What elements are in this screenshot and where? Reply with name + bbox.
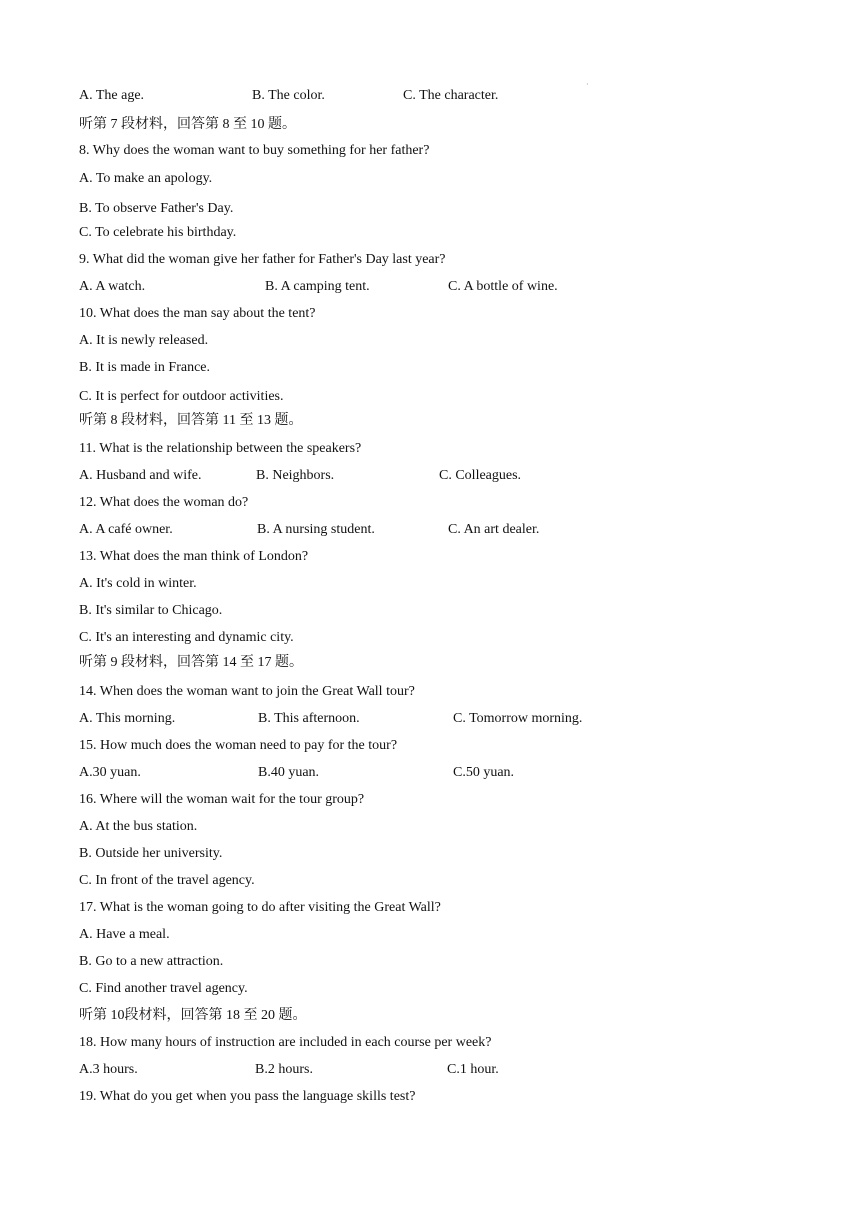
answer-option: B. It is made in France. bbox=[79, 360, 211, 375]
section-instruction: 听第 7 段材料，回答第 8 至 10 题。 bbox=[79, 117, 296, 132]
answer-option: B. A nursing student. bbox=[257, 522, 375, 537]
question-text: 12. What does the woman do? bbox=[79, 495, 249, 510]
answer-option: C. It's an interesting and dynamic city. bbox=[79, 630, 294, 645]
answer-option: C. An art dealer. bbox=[448, 522, 540, 537]
answer-option: C. A bottle of wine. bbox=[448, 279, 558, 294]
answer-option: B. To observe Father's Day. bbox=[79, 201, 234, 216]
section-instruction: 听第 9 段材料，回答第 14 至 17 题。 bbox=[79, 655, 303, 670]
answer-option: C. Tomorrow morning. bbox=[453, 711, 583, 726]
answer-option: A. This morning. bbox=[79, 711, 176, 726]
question-text: 9. What did the woman give her father for Father's Day last year? bbox=[79, 252, 446, 267]
answer-option: C.50 yuan. bbox=[453, 765, 515, 780]
question-text: 17. What is the woman going to do after visiting the Great Wall? bbox=[79, 900, 441, 915]
answer-option: B. Outside her university. bbox=[79, 846, 223, 861]
question-text: 13. What does the man think of London? bbox=[79, 549, 309, 564]
answer-option: B. The color. bbox=[252, 88, 325, 103]
answer-option: C. It is perfect for outdoor activities. bbox=[79, 389, 284, 404]
answer-option: C. The character. bbox=[403, 88, 499, 103]
answer-option: C. Colleagues. bbox=[439, 468, 522, 483]
answer-option: A. A café owner. bbox=[79, 522, 173, 537]
answer-option: A. It's cold in winter. bbox=[79, 576, 197, 591]
question-text: 14. When does the woman want to join the Great Wall tour? bbox=[79, 684, 415, 699]
answer-option: A. A watch. bbox=[79, 279, 146, 294]
answer-option: A. To make an apology. bbox=[79, 171, 213, 186]
answer-option: A.3 hours. bbox=[79, 1062, 138, 1077]
section-instruction: 听第 8 段材料，回答第 11 至 13 题。 bbox=[79, 413, 303, 428]
answer-option: A. The age. bbox=[79, 88, 145, 103]
answer-option: B. It's similar to Chicago. bbox=[79, 603, 223, 618]
answer-option: B.40 yuan. bbox=[258, 765, 320, 780]
answer-option: C. Find another travel agency. bbox=[79, 981, 248, 996]
question-text: 11. What is the relationship between the speakers? bbox=[79, 441, 362, 456]
answer-option: A. It is newly released. bbox=[79, 333, 209, 348]
answer-option: A. Husband and wife. bbox=[79, 468, 202, 483]
question-text: 10. What does the man say about the tent? bbox=[79, 306, 316, 321]
answer-option: B.2 hours. bbox=[255, 1062, 313, 1077]
answer-option: A.30 yuan. bbox=[79, 765, 141, 780]
question-text: 19. What do you get when you pass the language skills test? bbox=[79, 1089, 416, 1104]
answer-option: A. At the bus station. bbox=[79, 819, 198, 834]
answer-option: B. A camping tent. bbox=[265, 279, 370, 294]
answer-option: B. Go to a new attraction. bbox=[79, 954, 224, 969]
answer-option: C.1 hour. bbox=[447, 1062, 499, 1077]
question-text: 18. How many hours of instruction are included in each course per week? bbox=[79, 1035, 492, 1050]
answer-option: A. Have a meal. bbox=[79, 927, 170, 942]
question-text: 8. Why does the woman want to buy something for her father? bbox=[79, 143, 430, 158]
answer-option: C. In front of the travel agency. bbox=[79, 873, 255, 888]
question-text: 15. How much does the woman need to pay for the tour? bbox=[79, 738, 398, 753]
answer-option: B. This afternoon. bbox=[258, 711, 360, 726]
answer-option: B. Neighbors. bbox=[256, 468, 335, 483]
stray-dot-mark: · bbox=[586, 80, 589, 89]
answer-option: C. To celebrate his birthday. bbox=[79, 225, 237, 240]
section-instruction: 听第 10段材料，回答第 18 至 20 题。 bbox=[79, 1008, 307, 1023]
question-text: 16. Where will the woman wait for the tour group? bbox=[79, 792, 365, 807]
